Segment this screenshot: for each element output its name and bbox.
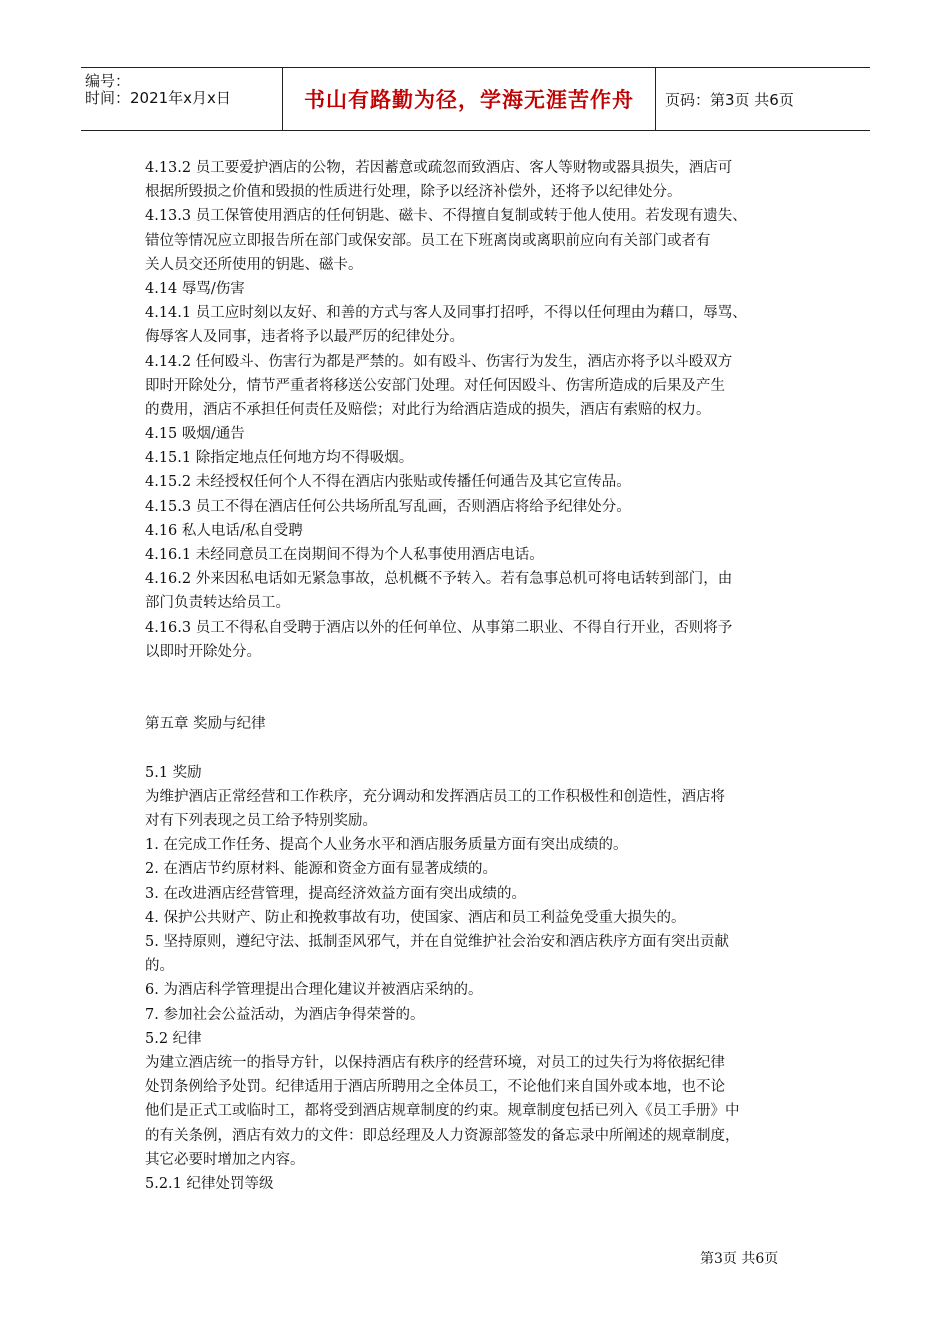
header-meta [81, 68, 283, 130]
text-line: 4.15 吸烟/通告 [145, 426, 245, 443]
footer-page-number: 第3页 共6页 [700, 1251, 779, 1267]
text-line: 为建立酒店统一的指导方针，以保持酒店有秩序的经营环境，对员工的过失行为将依据纪律 [145, 1054, 725, 1071]
text-line: 部门负责转达给员工。 [145, 595, 290, 612]
document-number: 编号： [85, 72, 131, 90]
text-line: 以即时开除处分。 [145, 643, 261, 660]
text-line: 2. 在酒店节约原材料、能源和资金方面有显著成绩的。 [145, 861, 497, 878]
text-line: 4.13.3 员工保管使用酒店的任何钥匙、磁卡、不得擅自复制或转于他人使用。若发现有遗失、 [145, 208, 747, 225]
header-page-number: 页码：第3页 共6页 [665, 90, 794, 109]
text-line: 侮辱客人及同事，违者将予以最严厉的纪律处分。 [145, 329, 464, 346]
text-line: 第五章 奖励与纪律 [145, 716, 266, 733]
text-line: 4.15.2 未经授权任何个人不得在酒店内张贴或传播任何通告及其它宣传品。 [145, 474, 631, 491]
text-line: 4. 保护公共财产、防止和挽救事故有功，使国家、酒店和员工利益免受重大损失的。 [145, 909, 686, 926]
text-line: 4.14.2 任何殴斗、伤害行为都是严禁的。如有殴斗、伤害行为发生，酒店亦将予以斗殴双方 [145, 353, 733, 370]
text-line: 4.16 私人电话/私自受聘 [145, 522, 303, 539]
text-line: 的有关条例，酒店有效力的文件：即总经理及人力资源部签发的备忘录中所阐述的规章制度， [145, 1127, 740, 1144]
text-line: 他们是正式工或临时工，都将受到酒店规章制度的约束。规章制度包括已列入《员工手册》中 [145, 1103, 740, 1120]
text-line: 5.2 纪律 [145, 1030, 202, 1047]
blank-line [145, 737, 810, 761]
blank-line [145, 664, 810, 688]
text-line: 5. 坚持原则，遵纪守法、抵制歪风邪气，并在自觉维护社会治安和酒店秩序方面有突出贡献 [145, 934, 729, 950]
document-body [145, 156, 810, 1196]
text-line: 4.13.2 员工要爱护酒店的公物，若因蓄意或疏忽而致酒店、客人等财物或器具损失，酒店可 [145, 160, 733, 176]
text-line: 关人员交还所使用的钥匙、磁卡。 [145, 256, 363, 273]
document-date: 时间：2021年x月x日 [85, 89, 231, 107]
text-line: 4.15.3 员工不得在酒店任何公共场所乱写乱画，否则酒店将给予纪律处分。 [145, 498, 631, 515]
text-line: 5.1 奖励 [145, 764, 202, 781]
text-line: 6. 为酒店科学管理提出合理化建议并被酒店采纳的。 [145, 982, 483, 999]
text-line: 7. 参加社会公益活动，为酒店争得荣誉的。 [145, 1006, 425, 1023]
text-line: 4.16.2 外来因私电话如无紧急事故，总机概不予转入。若有急事总机可将电话转到部门，由 [145, 571, 733, 588]
text-line: 处罚条例给予处罚。纪律适用于酒店所聘用之全体员工，不论他们来自国外或本地，也不论 [145, 1079, 725, 1096]
text-line: 错位等情况应立即报告所在部门或保安部。员工在下班离岗或离职前应向有关部门或者有 [145, 232, 711, 249]
header-motto: 书山有路勤为径，学海无涯苦作舟 [283, 68, 656, 130]
text-line: 对有下列表现之员工给予特别奖励。 [145, 813, 377, 830]
text-line: 的。 [145, 958, 174, 975]
text-line: 其它必要时增加之内容。 [145, 1151, 305, 1168]
text-line: 1. 在完成工作任务、提高个人业务水平和酒店服务质量方面有突出成绩的。 [145, 837, 628, 854]
blank-line [145, 688, 810, 712]
text-line: 3. 在改进酒店经营管理，提高经济效益方面有突出成绩的。 [145, 885, 526, 902]
text-line: 的费用，酒店不承担任何责任及赔偿；对此行为给酒店造成的损失，酒店有索赔的权力。 [145, 401, 711, 418]
text-line: 4.14 辱骂/伤害 [145, 280, 245, 297]
text-line: 4.16.3 员工不得私自受聘于酒店以外的任何单位、从事第二职业、不得自行开业，否则将予 [145, 619, 733, 636]
text-line: 4.14.1 员工应时刻以友好、和善的方式与客人及同事打招呼，不得以任何理由为藉口，辱骂、 [145, 305, 747, 322]
text-line: 4.15.1 除指定地点任何地方均不得吸烟。 [145, 450, 414, 467]
page-header [81, 67, 870, 131]
text-line: 即时开除处分，情节严重者将移送公安部门处理。对任何因殴斗、伤害所造成的后果及产生 [145, 377, 725, 394]
text-line: 4.16.1 未经同意员工在岗期间不得为个人私事使用酒店电话。 [145, 547, 544, 563]
text-line: 根据所毁损之价值和毁损的性质进行处理，除予以经济补偿外，还将予以纪律处分。 [145, 184, 682, 201]
text-line: 5.2.1 纪律处罚等级 [145, 1175, 274, 1192]
text-line: 为维护酒店正常经营和工作秩序，充分调动和发挥酒店员工的工作积极性和创造性，酒店将 [145, 788, 725, 805]
